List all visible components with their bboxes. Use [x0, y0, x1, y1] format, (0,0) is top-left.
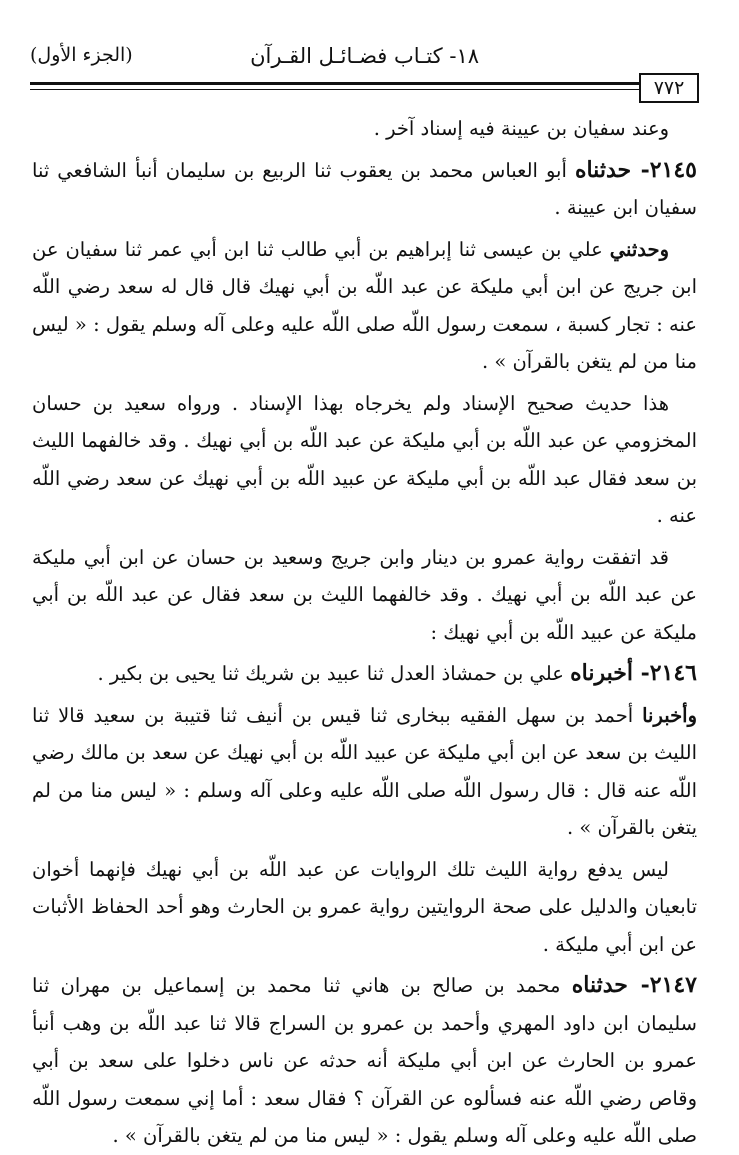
hadith-number-lead: ٢١٤٧- حدثناه [571, 972, 697, 998]
page-body [32, 110, 697, 1155]
hadith-2147 [32, 967, 697, 1155]
volume-label: (الجزء الأول) [30, 44, 133, 66]
paragraph-5 [32, 539, 697, 652]
page-number: ٧٧٢ [639, 73, 699, 103]
hadith-number-lead: ٢١٤٥- حدثناه [574, 156, 697, 183]
paragraph-text: أبو العباس محمد بن يعقوب ثنا الربيع بن سليمان أنبأ الشافعي ثنا سفيان ابن عيينة . [32, 158, 697, 219]
header-rule-thick [30, 82, 641, 85]
header-rule-thin [30, 89, 641, 90]
paragraph-text: علي بن حمشاذ العدل ثنا عبيد بن شريك ثنا يحيى بن بكير . [97, 662, 571, 685]
chapter-title: ١٨- كتـاب فضـائـل القـرآن [250, 44, 479, 68]
paragraph-text: ليس يدفع رواية الليث تلك الروايات عن عبد اللّه بن أبي نهيك فإنهما أخوان تابعيان والدليل على صحة الروايتين رواية عمرو بن الحارث وهو أحد الحفاظ الأثبات عن ابن أبي مليكة . [32, 857, 697, 956]
paragraph-4 [32, 385, 697, 535]
lead-word: وحدثني [609, 237, 669, 261]
paragraph-text: علي بن عيسى ثنا إبراهيم بن أبي طالب ثنا ابن أبي عمر ثنا سفيان عن ابن جريج عن ابن أبي مليكة عن عبد اللّه بن أبي نهيك قال قال له سعد رضي اللّه عنه : تجار كسبة ، سمعت رسول اللّه صلى اللّه عليه وعلى آله وسلم يقول : « ليس منا من لم يتغن بالقرآن » . [32, 237, 697, 373]
paragraph-text: أحمد بن سهل الفقيه ببخارى ثنا قيس بن أنيف ثنا قتيبة بن سعيد قالا ثنا الليث بن سعد عن ابن أبي مليكة عن عبيد اللّه بن أبي نهيك عن سعد بن مالك رضي اللّه عنه قال : قال رسول اللّه صلى اللّه عليه وعلى آله وسلم : « ليس منا من لم يتغن بالقرآن » . [32, 703, 697, 839]
paragraph-1 [32, 110, 697, 148]
paragraph-text: قد اتفقت رواية عمرو بن دينار وابن جريج وسعيد بن حسان عن ابن أبي مليكة عن عبد اللّه بن أبي نهيك . وقد خالفهما الليث بن سعد فقال عن عبد اللّه بن أبي مليكة عن عبيد اللّه بن أبي نهيك : [32, 545, 697, 644]
paragraph-8 [32, 851, 697, 964]
paragraph-3 [32, 231, 697, 381]
page-header [30, 40, 699, 76]
paragraph-text: هذا حديث صحيح الإسناد ولم يخرجاه بهذا الإسناد . ورواه سعيد بن حسان المخزومي عن عبد اللّه بن أبي مليكة عن عبد اللّه بن أبي نهيك . وقد خالفهما الليث بن سعد فقال عبد اللّه بن أبي مليكة عن عبيد اللّه بن أبي نهيك عن سعد رضي اللّه عنه . [32, 391, 697, 527]
lead-word: وأخبرنا [642, 703, 697, 727]
paragraph-text: وعند سفيان بن عيينة فيه إسناد آخر . [373, 117, 669, 140]
paragraph-text: محمد بن صالح بن هاني ثنا محمد بن إسماعيل بن مهران ثنا سليمان ابن داود المهري وأحمد بن عمرو بن السراج قالا ثنا عبد اللّه بن وهب أنبأ عمرو بن الحارث عن ابن أبي مليكة أنه حدثه عن ناس دخلوا على سعد بن أبي وقاص رضي اللّه عنه فسألوه عن القرآن ؟ فقال سعد : أما إني سمعت رسول اللّه صلى اللّه عليه وعلى آله وسلم يقول : « ليس منا من لم يتغن بالقرآن » . [32, 974, 697, 1147]
hadith-2145 [32, 152, 697, 227]
hadith-number-lead: ٢١٤٦- أخبرناه [570, 660, 697, 686]
paragraph-7 [32, 697, 697, 847]
hadith-2146 [32, 655, 697, 693]
